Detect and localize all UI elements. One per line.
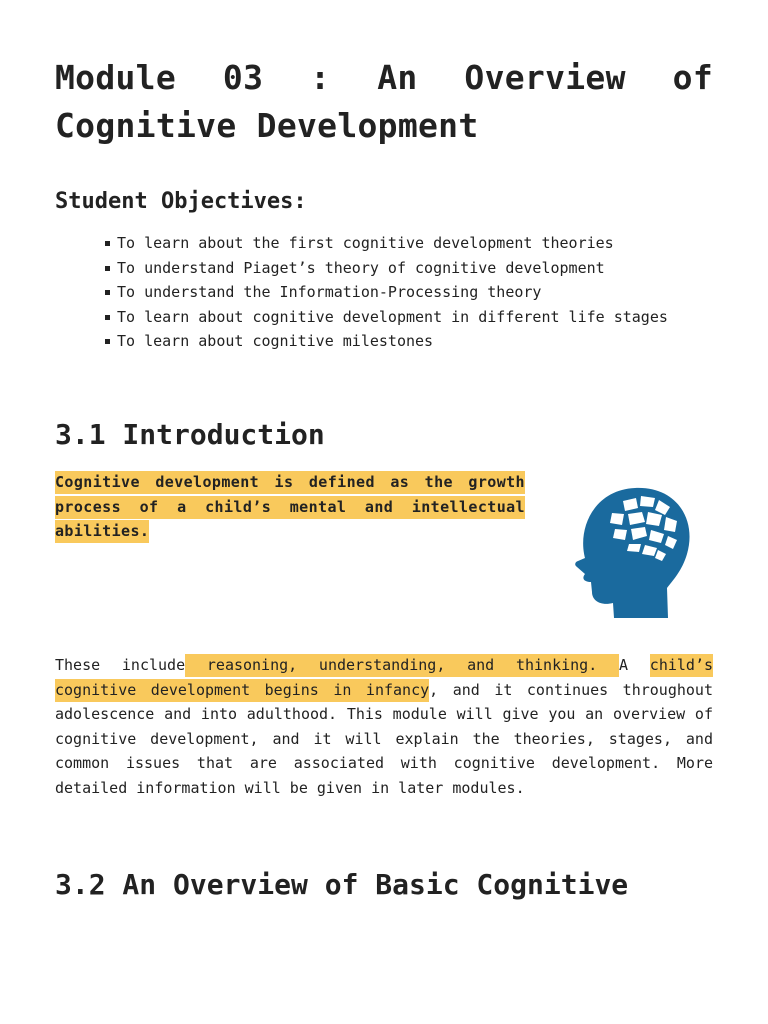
head-brain-icon — [569, 484, 697, 620]
objective-item: To learn about the first cognitive development theories — [117, 231, 713, 256]
section-3-2-heading: 3.2 An Overview of Basic Cognitive — [55, 868, 629, 901]
intro-text-3: , and it continues throughout adolescence and into adulthood. This module will give you an overview of cognitive development, and it will explain the theories, stages, and common issues that are associated with cognitive development. More detailed information will be given in later modules. — [55, 680, 713, 797]
definition-callout — [55, 470, 525, 544]
intro-highlight-1: reasoning, understanding, and thinking. — [185, 654, 619, 677]
intro-paragraph — [55, 653, 713, 800]
objective-item: To understand Piaget’s theory of cognitive development — [117, 256, 713, 281]
objective-item: To understand the Information-Processing theory — [117, 280, 713, 305]
intro-text-1: These include — [55, 656, 186, 674]
objectives-list — [117, 231, 713, 354]
objective-item: To learn about cognitive milestones — [117, 329, 713, 354]
intro-highlight-2: child’s cognitive development begins in infancy — [55, 654, 713, 702]
objectives-heading: Student Objectives: — [55, 189, 307, 214]
intro-text-2: A — [619, 656, 650, 674]
module-title: Module 03 : An Overview of Cognitive Development — [55, 58, 713, 145]
objective-item: To learn about cognitive development in different life stages — [117, 305, 713, 330]
section-3-1-heading: 3.1 Introduction — [55, 418, 325, 451]
definition-highlight: Cognitive development is defined as the growth process of a child’s mental and intellectual abilities. — [55, 471, 525, 543]
